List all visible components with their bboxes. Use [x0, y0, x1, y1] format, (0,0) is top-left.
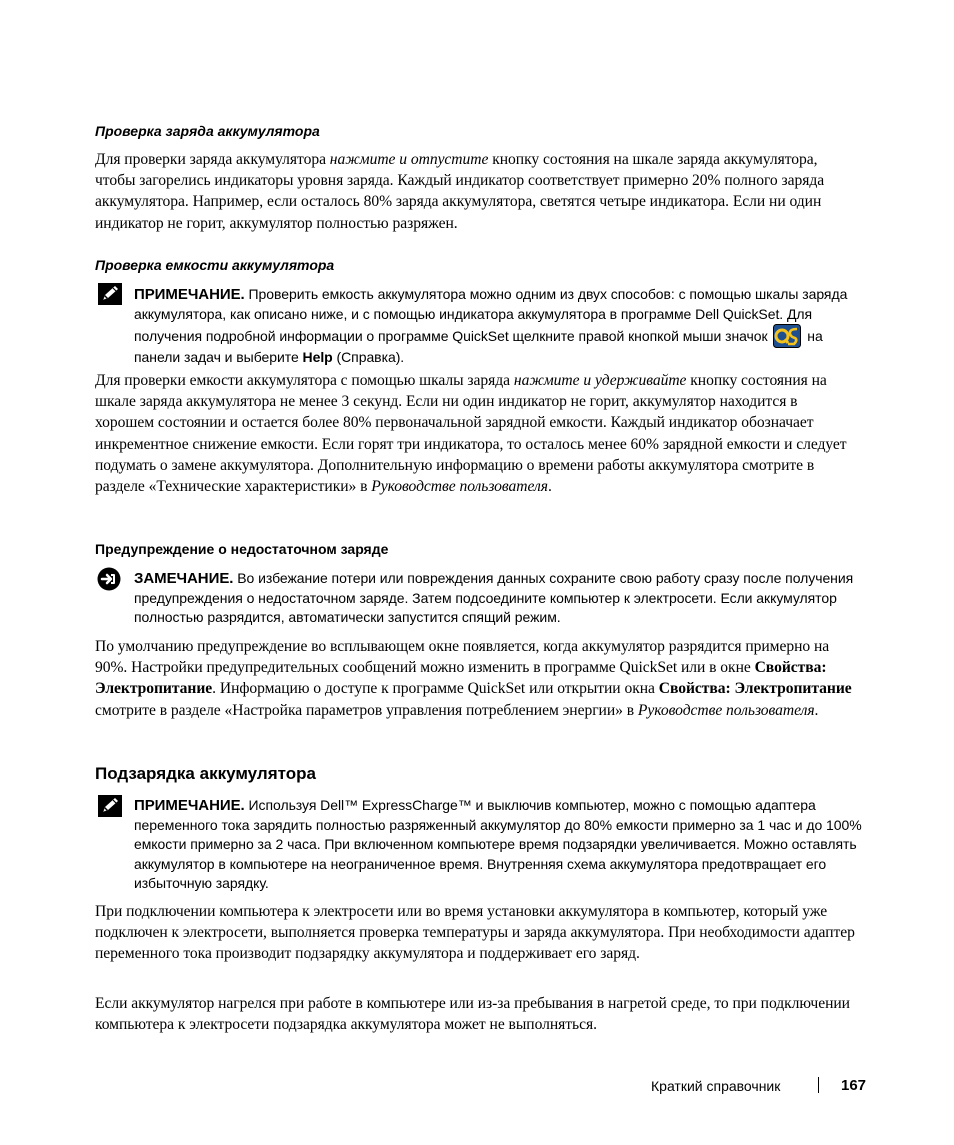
- paragraph-charging-1: При подключении компьютера к электросети или во время установки аккумулятора в компьютер, который уже подключен к электросети, выполняется проверка температуры и заряда аккумулятора. При необходимости адаптер переменного тока производит подзарядку аккумулятора и поддерживает его заряд.: [95, 903, 855, 963]
- paragraph-low-battery-warning: По умолчанию предупреждение во всплывающем окне появляется, когда аккумулятор разрядится примерно на 90%. Настройки предупредительных сообщений можно изменить в программе QuickSet или в окне Свойства: Электропитание. Информацию о доступе к программе QuickSet или открытии окна Свойства: Электропитание смотрите в разделе «Настройка параметров управления потреблением энергии» в Руководстве пользователя.: [95, 638, 852, 719]
- footer-title: Краткий справочник: [651, 1078, 781, 1094]
- paragraph-battery-charge-check: Для проверки заряда аккумулятора нажмите и отпустите кнопку состояния на шкале заряда аккумулятора, чтобы загорелись индикаторы уровня заряда. Каждый индикатор соответствует примерно 20% полного заряда аккумулятора. Например, если осталось 80% заряда аккумулятора, светятся четыре индикатора. Если ни один индикатор не горит, аккумулятор полностью разряжен.: [95, 151, 825, 232]
- footer-divider: [818, 1077, 819, 1093]
- page-number: 167: [841, 1077, 867, 1094]
- heading-battery-charge-check: Проверка заряда аккумулятора: [95, 123, 320, 139]
- note-pencil-icon: [98, 795, 122, 822]
- note-expresscharge: ПРИМЕЧАНИЕ. Используя Dell™ ExpressCharge™ и выключив компьютер, можно с помощью адаптера переменного тока зарядить полностью разряженный аккумулятор до 80% емкости примерно за 1 час и до 100% емкости примерно за 2 часа. При включенном компьютере время подзарядки увеличивается. Можно оставлять аккумулятор в компьютере на неограниченное время. Внутренняя схема аккумулятора предотвращает его избыточную зарядку.: [134, 797, 862, 891]
- note-battery-capacity: ПРИМЕЧАНИЕ. Проверить емкость аккумулятора можно одним из двух способов: с помощью шкалы заряда аккумулятора, как описано ниже, и с помощью индикатора аккумулятора в программе Dell QuickSet. Для получения подробной информации о программе QuickSet щелкните правой кнопкой мыши значок на панели задач и выберите Help (Справка).: [134, 286, 848, 365]
- heading-low-battery-warning: Предупреждение о недостаточном заряде: [95, 541, 389, 557]
- note-pencil-icon: [98, 283, 122, 310]
- heading-charging-battery: Подзарядка аккумулятора: [95, 764, 316, 783]
- paragraph-charging-2: Если аккумулятор нагрелся при работе в компьютере или из-за пребывания в нагретой среде, то при подключении компьютера к электросети подзарядка аккумулятора может не выполняться.: [95, 995, 850, 1034]
- notice-hand-icon: [97, 567, 121, 596]
- quickset-icon: [773, 324, 801, 348]
- notice-low-battery: ЗАМЕЧАНИЕ. Во избежание потери или повреждения данных сохраните свою работу сразу после получения предупреждения о недостаточном заряде. Затем подсоедините компьютер к электросети. Если аккумулятор полностью разрядится, автоматически запустится спящий режим.: [134, 570, 854, 625]
- heading-battery-capacity-check: Проверка емкости аккумулятора: [95, 257, 335, 273]
- paragraph-battery-capacity-check: Для проверки емкости аккумулятора с помощью шкалы заряда нажмите и удерживайте кнопку состояния на шкале заряда аккумулятора не менее 3 секунд. Если ни один индикатор не горит, аккумулятор находится в хорошем состоянии и остается более 80% первоначальной зарядной емкости. Каждый индикатор обозначает инкрементное снижение емкости. Если горят три индикатора, то осталось менее 60% зарядной емкости и следует подумать о замене аккумулятора. Дополнительную информацию о времени работы аккумулятора смотрите в разделе «Технические характеристики» в Руководстве пользователя.: [95, 372, 847, 496]
